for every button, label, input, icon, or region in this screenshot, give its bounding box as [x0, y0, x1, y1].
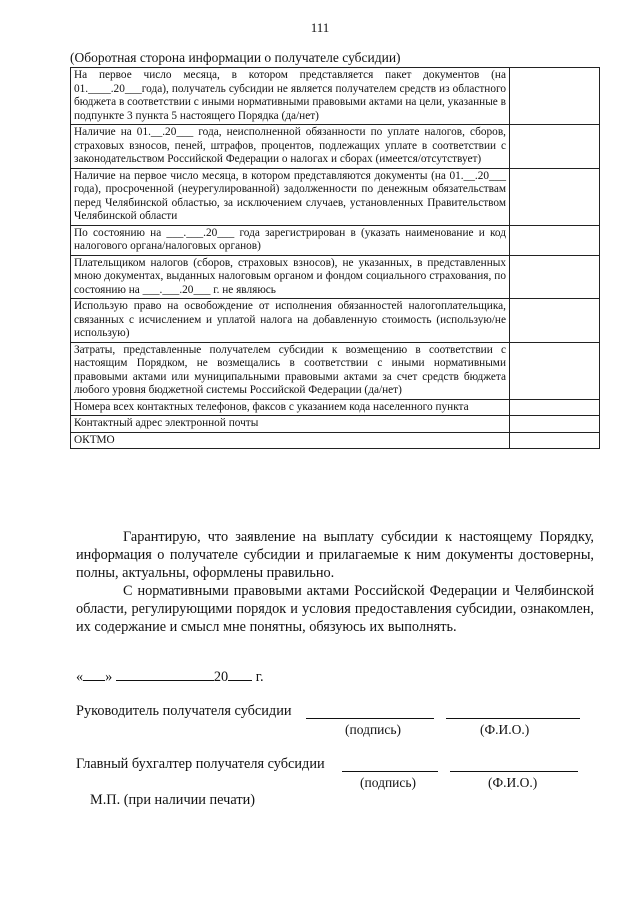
head-signature-blank [306, 705, 434, 719]
row-value [510, 168, 600, 225]
row-label: Наличие на 01.__.20___ года, неисполненной обязанности по уплате налогов, сборов, страховых взносов, пеней, штрафов, процентов, подлежащих уплате в соответствии с законодательством Российской Федерации о налогах и сборах (имеется/отсутствует) [71, 125, 510, 169]
accountant-signature-line [76, 756, 325, 773]
year-prefix: 20 [213, 669, 229, 685]
page-number: 111 [310, 20, 330, 35]
accountant-signature-label: Главный бухгалтер получателя субсидии [76, 756, 325, 772]
row-value [510, 416, 600, 433]
head-name-blank [446, 705, 580, 719]
head-signature-line [76, 703, 292, 720]
recipient-info-table [70, 67, 600, 449]
row-label: Наличие на первое число месяца, в котором представляются документы (на 01.__.20___ года), просроченной (неурегулированной) задолженности по денежным обязательствам перед Челябинской областью, за исключением случаев, установленных Правительством Челябинской области [71, 168, 510, 225]
day-blank [83, 667, 105, 681]
table-row [71, 168, 600, 225]
table-row [71, 342, 600, 399]
row-value [510, 68, 600, 125]
acknowledgement-paragraph: С нормативными правовыми актами Российской Федерации и Челябинской области, регулирующими порядок и условия предоставления субсидии, ознакомлен, их содержание и смысл мне понятны, обязуюсь их выполнять. [76, 583, 594, 635]
row-label: Затраты, представленные получателем субсидии к возмещению в соответствии с настоящим Порядком, не возмещались в соответствии с иными нормативными правовыми актами или муниципальными правовыми актами за счет средств бюджета любого уровня бюджетной системы Российской Федерации (да/нет) [71, 342, 510, 399]
head-signature-label: Руководитель получателя субсидии [76, 703, 292, 719]
date-close-quote: » [105, 669, 113, 685]
table-row [71, 432, 600, 449]
accountant-signature-caption: (подпись) [360, 775, 417, 790]
accountant-name-blank [450, 758, 578, 772]
table-row [71, 68, 600, 125]
head-signature-caption: (подпись) [345, 722, 402, 737]
row-value [510, 299, 600, 343]
row-value [510, 125, 600, 169]
table-row [71, 225, 600, 255]
accountant-name-caption: (Ф.И.О.) [488, 775, 538, 790]
month-blank [116, 667, 214, 681]
year-blank [228, 667, 252, 681]
table-row [71, 125, 600, 169]
seal-note: М.П. (при наличии печати) [90, 792, 255, 808]
row-label: Номера всех контактных телефонов, факсов с указанием кода населенного пункта [71, 399, 510, 416]
row-label: Использую право на освобождение от исполнения обязанностей налогоплательщика, связанных с исчислением и уплатой налога на добавленную стоимость (использую/не использую) [71, 299, 510, 343]
row-value [510, 432, 600, 449]
table-row [71, 416, 600, 433]
row-label: Контактный адрес электронной почты [71, 416, 510, 433]
row-value [510, 399, 600, 416]
date-line [76, 667, 264, 686]
accountant-signature-blank [342, 758, 438, 772]
table-row [71, 399, 600, 416]
row-value [510, 342, 600, 399]
row-value [510, 255, 600, 299]
table-caption: (Оборотная сторона информации о получателе субсидии) [70, 50, 401, 65]
guarantee-paragraph: Гарантирую, что заявление на выплату субсидии к настоящему Порядку, информация о получателе субсидии и прилагаемые к ним документы достоверны, полны, актуальны, оформлены правильно. [76, 529, 594, 581]
date-open-quote: « [76, 669, 84, 685]
table-row [71, 299, 600, 343]
table-row [71, 255, 600, 299]
row-label: На первое число месяца, в котором представляется пакет документов (на 01.____.20___года), получатель субсидии не является получателем средств из областного бюджета в соответствии с иными нормативными правовыми актами на цели, указанные в подпункте 3 пункта 5 настоящего Порядка (да/нет) [71, 68, 510, 125]
row-label: Плательщиком налогов (сборов, страховых взносов), не указанных, в представленных мною документах, выданных налоговым органом и фондом социального страхования, по состоянию на ___.___.20___ г. не являюсь [71, 255, 510, 299]
row-label: ОКТМО [71, 432, 510, 449]
row-value [510, 225, 600, 255]
year-suffix: г. [255, 669, 264, 685]
head-name-caption: (Ф.И.О.) [480, 722, 530, 737]
row-label: По состоянию на ___.___.20___ года зарегистрирован в (указать наименование и код налогового органа/налоговых органов) [71, 225, 510, 255]
